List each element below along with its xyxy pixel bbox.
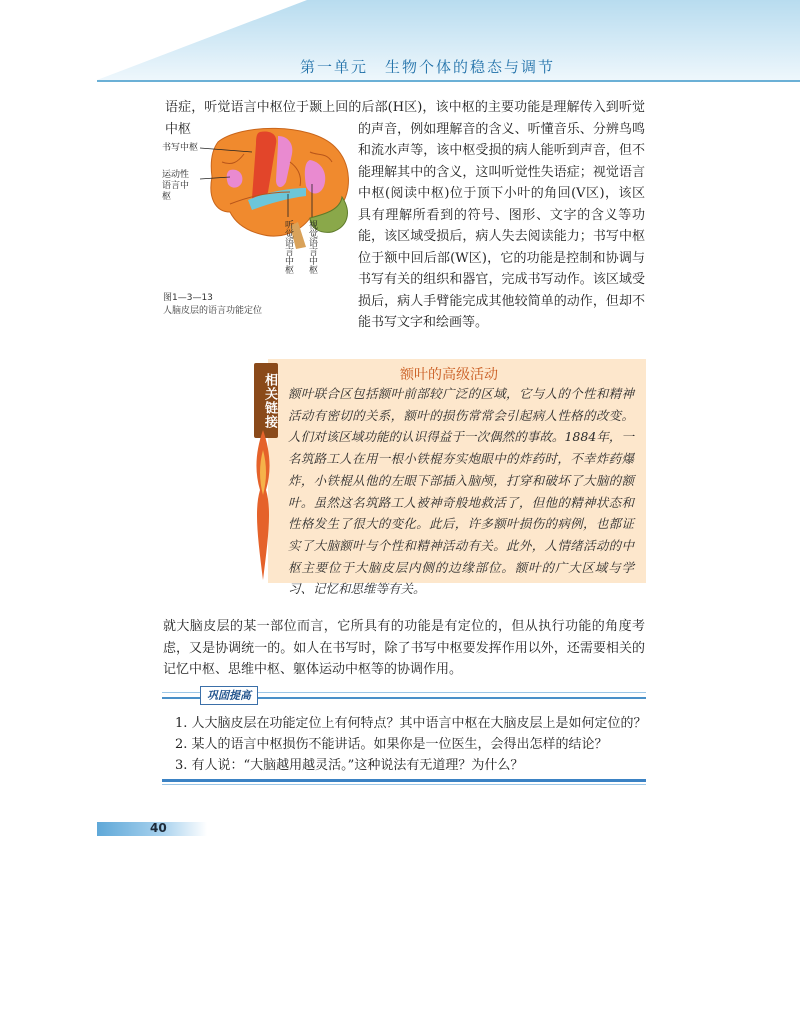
figure-caption: 人脑皮层的语言功能定位	[163, 306, 263, 316]
related-link-body: 额叶联合区包括额叶前部较广泛的区域，它与人的个性和精神活动有密切的关系，额叶的损伤常常会引起病人性格的改变。人们对该区域功能的认识得益于一次偶然的事故。1884年，一名筑路工人在用一根小铁棍夯实炮眼中的炸药时，不幸炸药爆炸，小铁棍从他的左眼下部插入脑颅，打穿和破坏了大脑的额叶。虽然这名筑路工人被神奇般地救活了，但他的精神状态和性格发生了很大的变化。此后，许多额叶损伤的病例，也都证实了大脑额叶与个性和精神活动有关。此外，人情绪活动的中枢主要位于大脑皮层内侧的边缘部位。额叶的广大区域与学习、记忆和思维等有关。	[288, 386, 634, 597]
brain-figure	[160, 122, 355, 297]
label-auditory-language-center: 听觉语言中枢	[283, 220, 293, 274]
exercise-item-2: 2. 某人的语言中枢损伤不能讲话。如果你是一位医生，会得出怎样的结论？	[175, 737, 608, 752]
page-number: 40	[150, 821, 167, 835]
paragraph-intro: 语症，听觉语言中枢位于颞上回的后部(H区)，该中枢的主要功能是理解传入到听觉中枢	[165, 100, 645, 137]
header-rule	[97, 80, 800, 82]
header-diagonal	[97, 0, 307, 80]
paragraph-coordination: 就大脑皮层的某一部位而言，它所具有的功能是有定位的，但从执行功能的角度考虑，又是协调统一的。如人在书写时，除了书写中枢要发挥作用以外，还需要相关的记忆中枢、思维中枢、躯体运动中枢等的协调作用。	[163, 619, 645, 677]
figure-number: 图1—3—13	[163, 293, 213, 303]
exercise-rule-bottom	[162, 779, 646, 782]
exercise-rule-bottom-thin	[162, 784, 646, 785]
exercise-section-tag: 巩固提高	[200, 686, 258, 705]
exercise-item-1: 1. 人大脑皮层在功能定位上有何特点？其中语言中枢在大脑皮层上是如何定位的？	[175, 716, 647, 731]
related-link-title: 额叶的高级活动	[400, 367, 498, 383]
label-motor-language-center: 运动性语言中枢	[162, 170, 190, 202]
label-writing-center: 书写中枢	[162, 143, 199, 153]
unit-title: 第一单元 生物个体的稳态与调节	[300, 58, 556, 76]
paragraph-language-centers: 的声音，例如理解音的含义、听懂音乐、分辨鸟鸣和流水声等，该中枢受损的病人能听到声音，但不能理解其中的含义，这叫听觉性失语症；视觉语言中枢(阅读中枢)位于顶下小叶的角回(V区)，该区具有理解所看到的符号、图形、文字的含义等功能，该区域受损后，病人失去阅读能力；书写中枢位于额中回后部(W区)，它的功能是控制和协调与书写有关的组织和器官，完成书写动作。该区域受损后，病人手臂能完成其他较简单的动作，但却不能书写文字和绘画等。	[358, 121, 645, 330]
label-visual-language-center: 视觉语言中枢	[307, 220, 317, 274]
related-link-tag: 相关链接	[254, 363, 278, 438]
exercise-item-3: 3. 有人说：“大脑越用越灵活。”这种说法有无道理？为什么？	[175, 758, 524, 773]
flame-decoration-icon	[252, 430, 274, 580]
